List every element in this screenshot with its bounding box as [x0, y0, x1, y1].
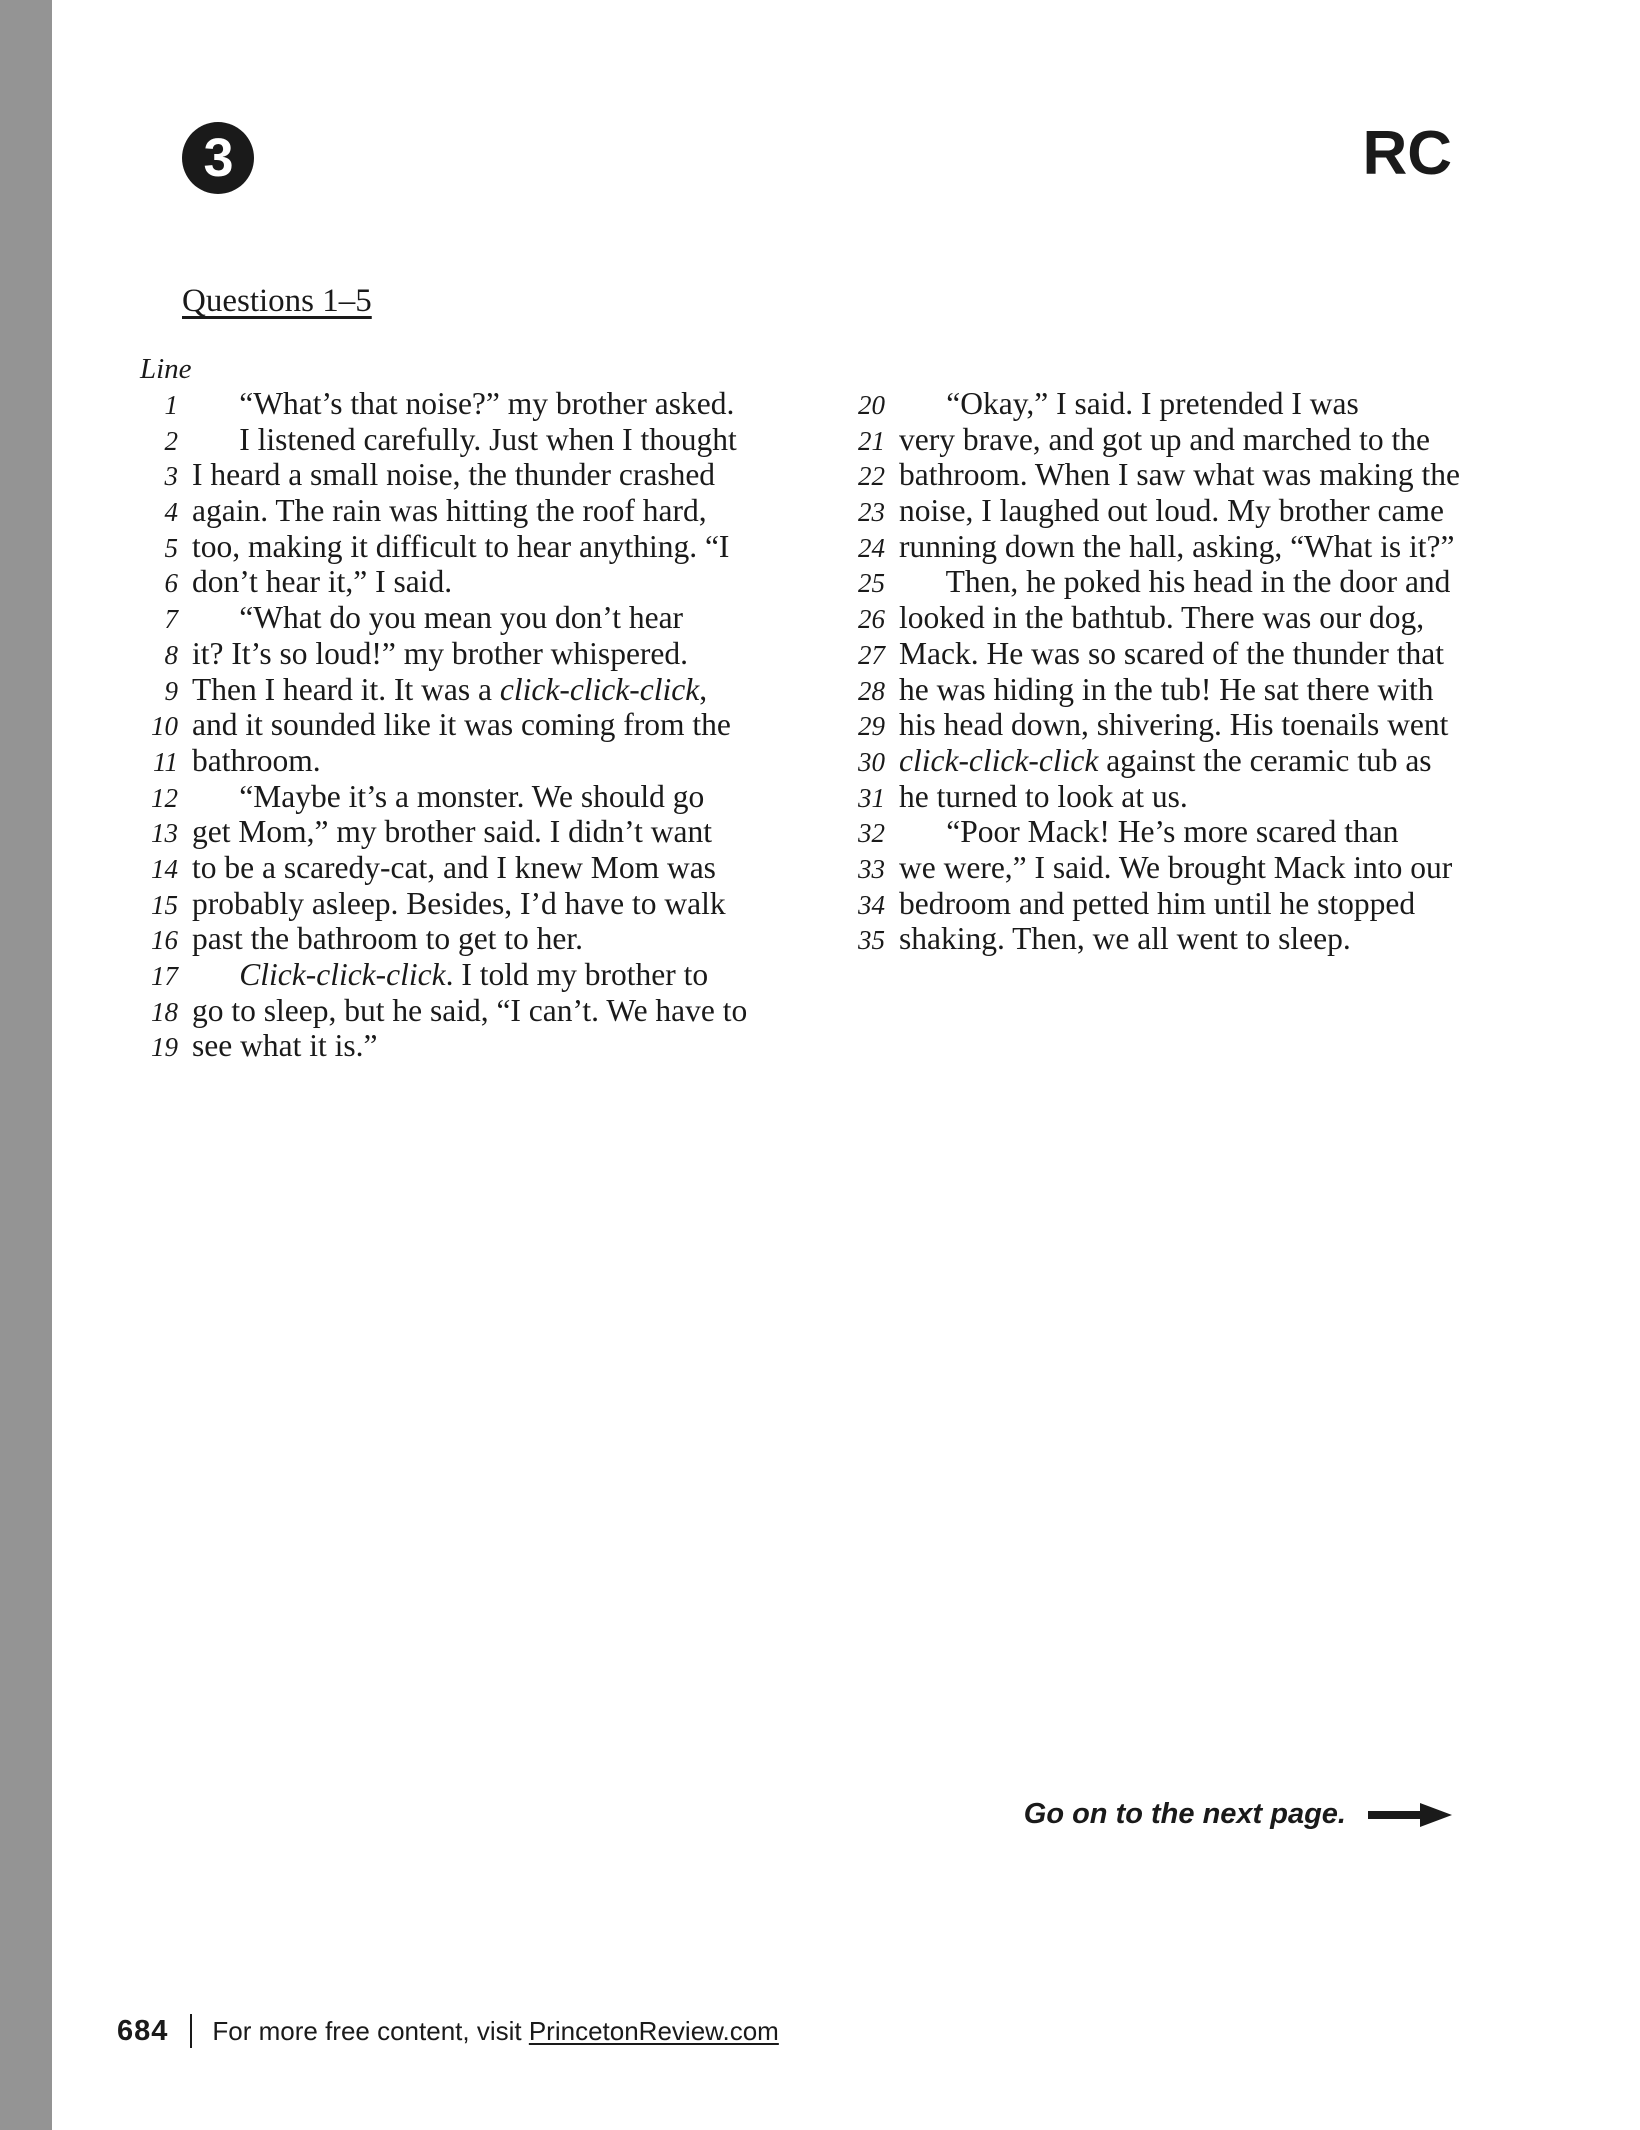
passage-line-text: looked in the bathtub. There was our dog, [899, 600, 1425, 636]
passage-line [140, 993, 830, 1029]
passage-line-number: 6 [164, 568, 178, 599]
passage-line-number: 15 [151, 889, 178, 920]
passage-line [140, 921, 830, 957]
page-number: 684 [117, 2014, 169, 2047]
left-gray-margin-bar [0, 0, 52, 2130]
passage-line-text: it? It’s so loud!” my brother whispered. [192, 635, 689, 671]
passage-line-text: his head down, shivering. His toenails went [899, 707, 1449, 743]
passage-line-number: 2 [164, 425, 178, 456]
passage-line [847, 672, 1547, 708]
passage-line-text: he was hiding in the tub! He sat there with [899, 671, 1434, 707]
passage-column-right [847, 386, 1547, 957]
passage-line-text: and it sounded like it was coming from the [192, 707, 731, 743]
passage-line-number: 25 [858, 568, 885, 599]
passage-line-text: to be a scaredy-cat, and I knew Mom was [192, 849, 716, 885]
passage-line-text: Then I heard it. It was a click-click-click, [192, 671, 708, 707]
passage-emphasis: Click-click-click [239, 957, 446, 992]
passage-line-number: 4 [164, 497, 178, 528]
passage-line-number: 23 [858, 497, 885, 528]
passage-line-text: “What’s that noise?” my brother asked. [192, 386, 735, 421]
passage-line-text: go to sleep, but he said, “I can’t. We have to [192, 992, 748, 1028]
footer-note [212, 2016, 778, 2047]
passage-line [140, 850, 830, 886]
passage-line-text: Click-click-click. I told my brother to [239, 957, 709, 992]
passage-line [140, 457, 830, 493]
passage-line-text: I listened carefully. Just when I thought [192, 421, 737, 457]
passage-line-text: don’t hear it,” I said. [192, 564, 453, 600]
passage-line-number: 24 [858, 532, 885, 563]
passage-line-text: shaking. Then, we all went to sleep. [899, 921, 1351, 957]
passage-line-text: “Poor Mack! He’s more scared than [899, 814, 1399, 850]
passage-line-number: 32 [858, 818, 885, 849]
passage-line [140, 779, 830, 815]
passage-line-number: 33 [858, 853, 885, 884]
passage-line-text: get Mom,” my brother said. I didn’t want [192, 814, 712, 850]
passage-line [140, 743, 830, 779]
passage-line-text: “Maybe it’s a monster. We should go [192, 778, 705, 814]
passage-line-text: bathroom. [192, 742, 321, 778]
passage-line-number: 13 [151, 818, 178, 849]
questions-range-heading: Questions 1–5 [182, 283, 372, 319]
passage-line-number: 14 [151, 853, 178, 884]
passage-line [140, 957, 830, 993]
passage-line [847, 850, 1547, 886]
passage-line-text: noise, I laughed out loud. My brother came [899, 493, 1444, 529]
passage-line-number: 29 [858, 711, 885, 742]
passage-line [140, 600, 830, 636]
passage-line-number: 26 [858, 604, 885, 635]
passage-line [847, 422, 1547, 458]
passage-line-number: 20 [858, 390, 885, 420]
footer-divider [190, 2014, 192, 2048]
passage-line [847, 886, 1547, 922]
passage-line [847, 457, 1547, 493]
passage-line-text: running down the hall, asking, “What is it?” [899, 528, 1455, 564]
passage-line-text: I heard a small noise, the thunder crashed [192, 457, 716, 493]
passage-line-number: 1 [164, 390, 178, 420]
passage-line-number: 31 [858, 782, 885, 813]
line-number-column-label: Line [140, 353, 192, 385]
passage-line-number: 12 [151, 782, 178, 813]
passage-line-number: 30 [858, 746, 885, 777]
passage-line-number: 11 [153, 746, 178, 777]
passage-line [140, 386, 830, 422]
go-on-notice [1024, 1798, 1452, 1831]
passage-line [140, 529, 830, 565]
passage-line-text: see what it is.” [192, 1028, 378, 1064]
passage-line-text: bedroom and petted him until he stopped [899, 885, 1416, 921]
footer-note-prefix: For more free content, visit [212, 2015, 529, 2046]
passage-column-left [140, 386, 830, 1064]
passage-line [847, 921, 1547, 957]
right-arrow-icon [1368, 1802, 1452, 1828]
passage-emphasis: click-click-click [499, 671, 700, 707]
passage-line-text: too, making it difficult to hear anything. “I [192, 528, 730, 564]
passage-line-number: 18 [151, 996, 178, 1027]
passage-line [140, 422, 830, 458]
passage-line-text: past the bathroom to get to her. [192, 921, 584, 957]
passage-line-number: 5 [164, 532, 178, 563]
passage-line [847, 743, 1547, 779]
passage-line [847, 707, 1547, 743]
passage-line-number: 8 [164, 639, 178, 670]
passage-line-number: 3 [164, 461, 178, 492]
passage-emphasis: click-click-click [899, 742, 1099, 778]
passage-line [140, 814, 830, 850]
passage-line-number: 22 [858, 461, 885, 492]
page-footer [117, 2014, 779, 2048]
passage-line-text: “What do you mean you don’t hear [192, 600, 684, 636]
passage-line [847, 779, 1547, 815]
passage-line [140, 564, 830, 600]
passage-line-number: 17 [151, 961, 178, 991]
passage-line-text: click-click-click against the ceramic tub as [899, 742, 1432, 778]
passage-line-number: 19 [151, 1032, 178, 1063]
passage-line [847, 493, 1547, 529]
passage-line [847, 529, 1547, 565]
passage-line [140, 707, 830, 743]
go-on-text: Go on to the next page. [1023, 1798, 1346, 1830]
section-code-label: RC [1362, 119, 1452, 188]
passage-line-number: 27 [858, 639, 885, 670]
passage-line [140, 1028, 830, 1064]
passage-line-number: 34 [858, 889, 885, 920]
passage-line [847, 814, 1547, 850]
passage-line [140, 636, 830, 672]
passage-line-text: probably asleep. Besides, I’d have to walk [192, 885, 726, 921]
passage-line [140, 493, 830, 529]
section-number-badge: 3 [182, 122, 254, 194]
passage-line-text: “Okay,” I said. I pretended I was [899, 386, 1359, 421]
passage-line [847, 600, 1547, 636]
passage-line [140, 886, 830, 922]
passage-line-number: 21 [858, 425, 885, 456]
passage-line [140, 672, 830, 708]
passage-line-text: bathroom. When I saw what was making the [899, 457, 1461, 493]
passage-line-number: 16 [151, 925, 178, 956]
passage-line [847, 636, 1547, 672]
passage-line-number: 9 [164, 675, 178, 706]
passage-line-text: again. The rain was hitting the roof hard, [192, 493, 707, 529]
passage-line-text: Then, he poked his head in the door and [899, 564, 1451, 600]
page-content [52, 0, 1640, 2130]
passage-line [847, 564, 1547, 600]
passage-line-text: Mack. He was so scared of the thunder that [899, 635, 1444, 671]
passage-line [847, 386, 1547, 422]
passage-line-number: 7 [164, 604, 178, 635]
princeton-review-link[interactable]: PrincetonReview.com [528, 2015, 779, 2046]
passage-line-number: 28 [858, 675, 885, 706]
passage-line-text: he turned to look at us. [899, 778, 1188, 814]
passage-line-text: we were,” I said. We brought Mack into our [899, 849, 1453, 885]
passage-line-text: very brave, and got up and marched to the [899, 421, 1430, 457]
passage-line-number: 35 [858, 925, 885, 956]
passage-line-number: 10 [151, 711, 178, 742]
